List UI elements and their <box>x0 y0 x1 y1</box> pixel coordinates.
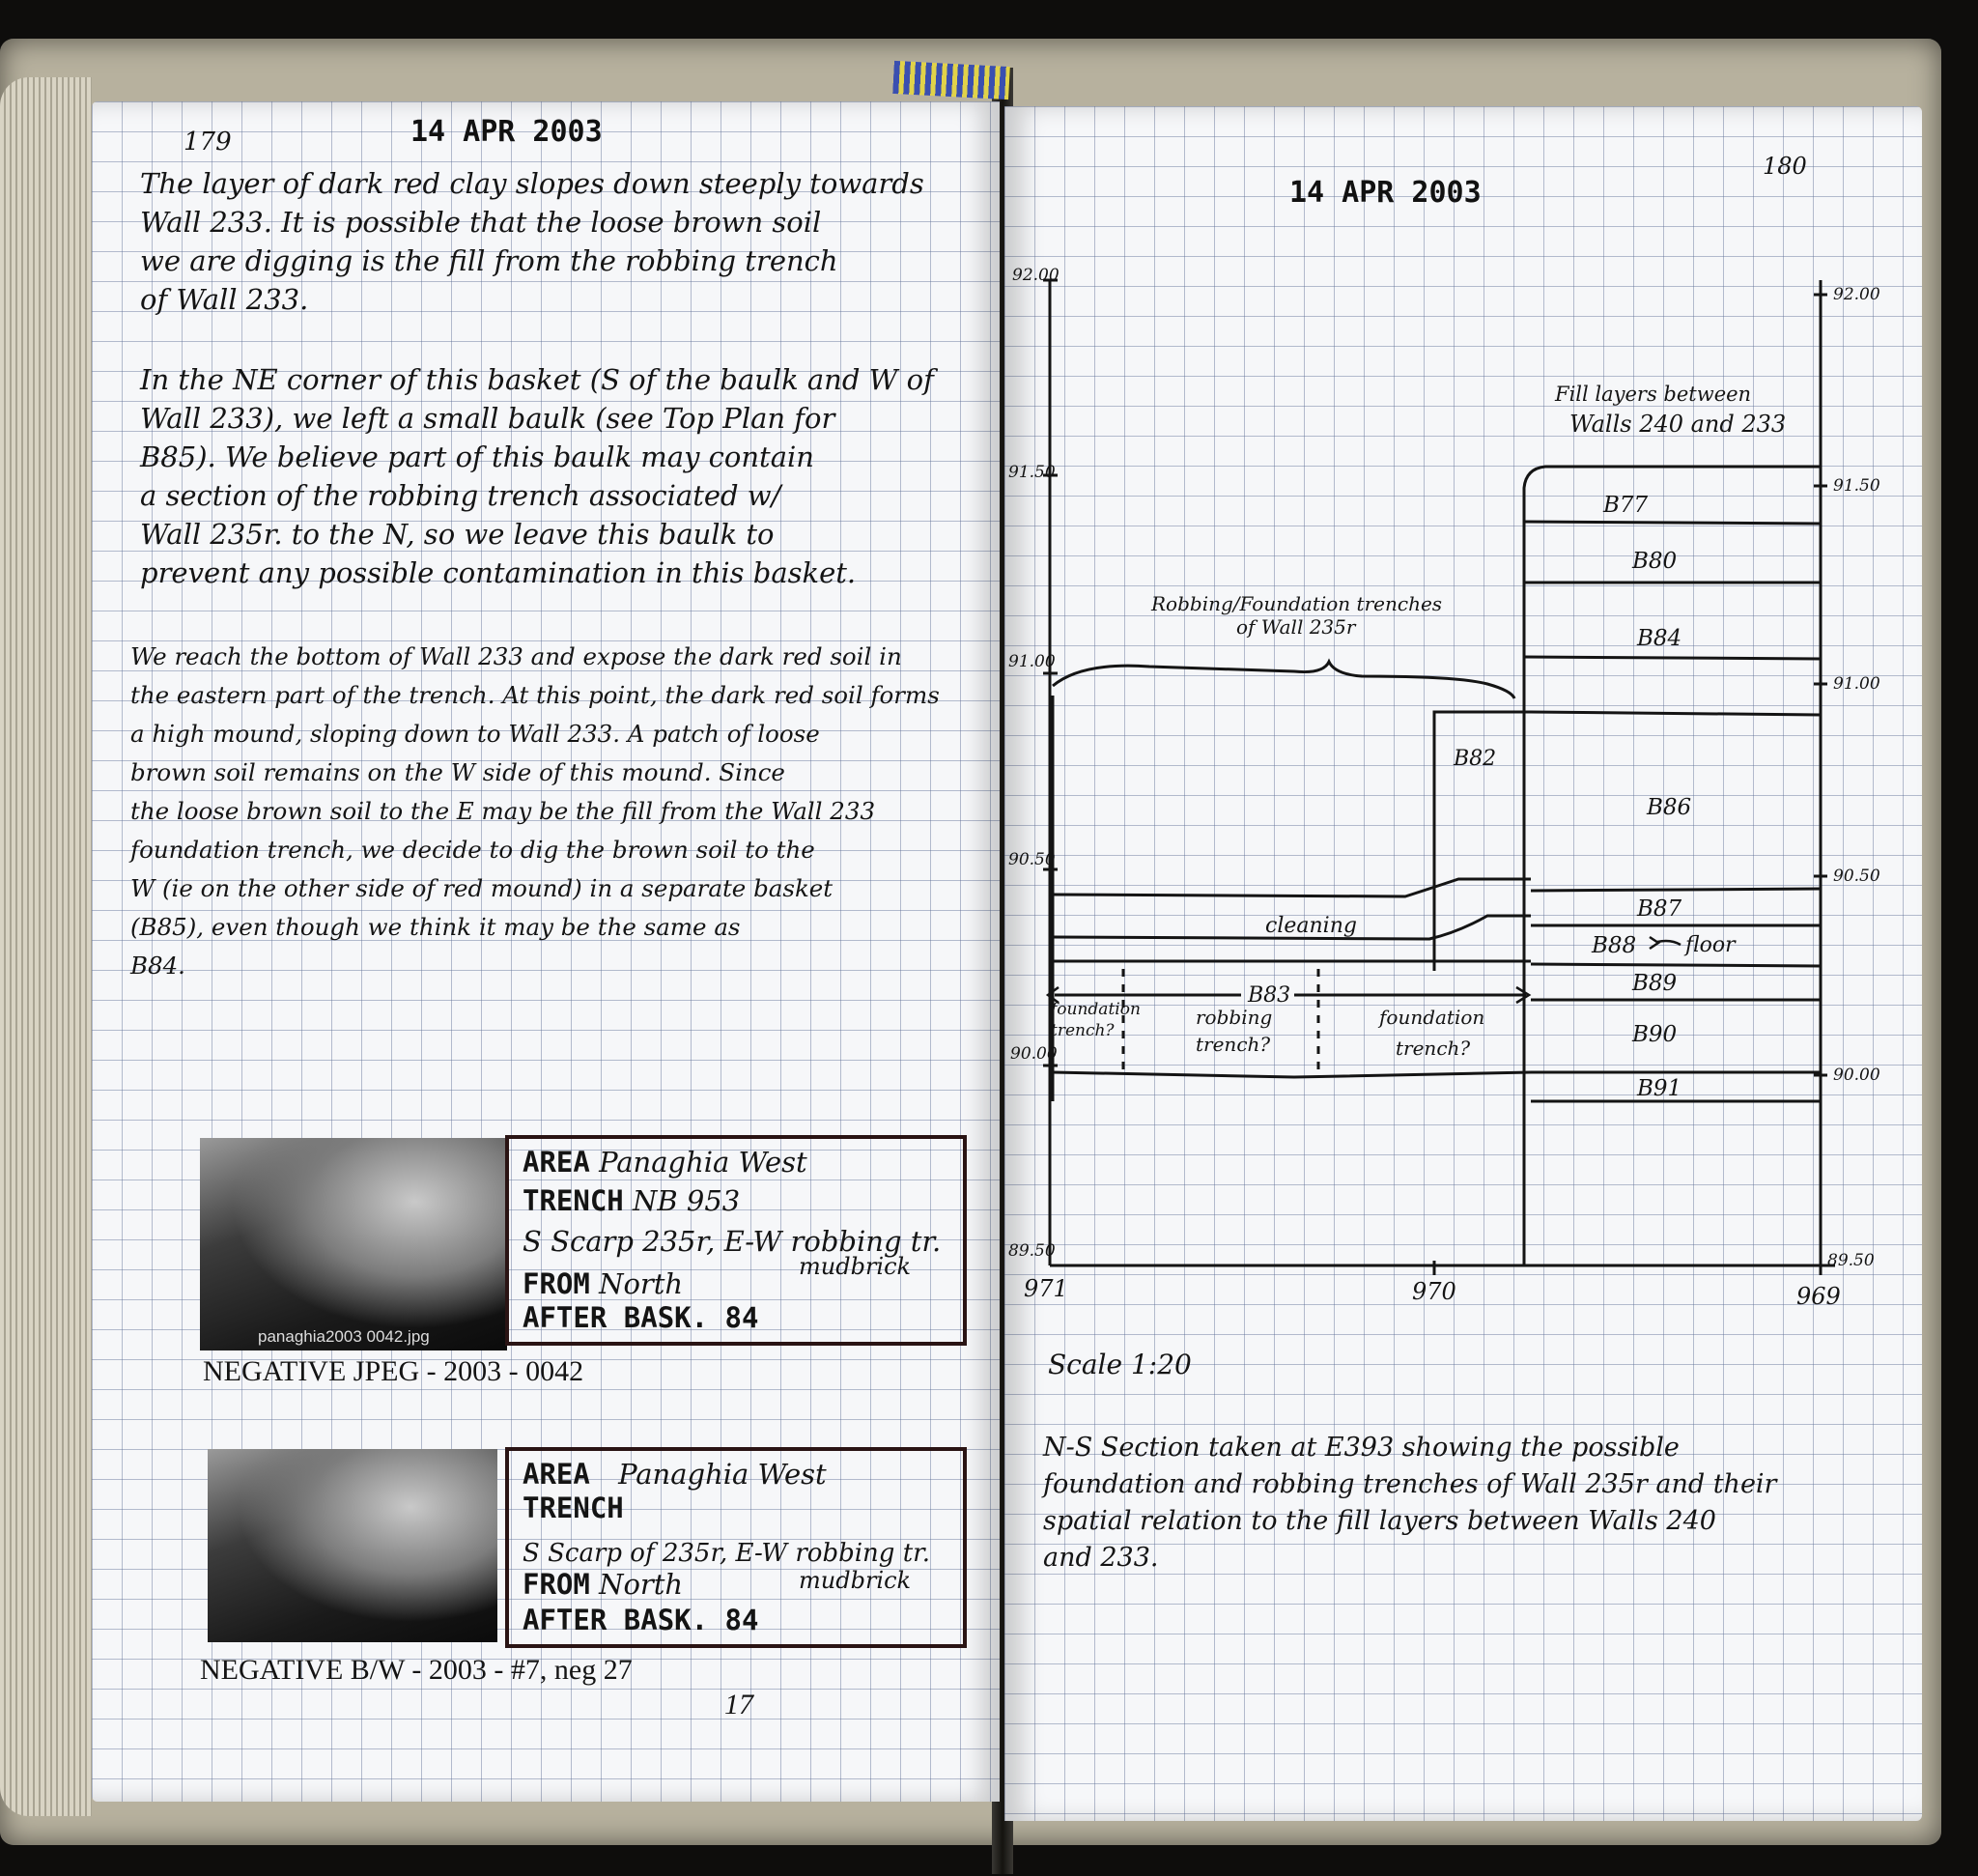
from-row <box>523 1565 683 1604</box>
text-line: (B85), even though we think it may be the same as <box>130 913 741 941</box>
layer-label: B87 <box>1637 896 1682 922</box>
paragraph-1 <box>140 164 990 319</box>
after-value: BASK. 84 <box>623 1604 759 1636</box>
page-number: 180 <box>1763 153 1807 180</box>
photo-filename: panaghia2003 0042.jpg <box>258 1327 430 1346</box>
cleaning-label: cleaning <box>1265 914 1357 938</box>
layer-label: B86 <box>1647 795 1692 820</box>
text-line: the loose brown soil to the E may be the fill from the Wall 233 <box>130 797 876 825</box>
photo-label-card <box>505 1135 967 1346</box>
negative-reference: NEGATIVE B/W - 2003 - #7, neg 27 <box>200 1654 633 1686</box>
page-number: 179 <box>184 128 232 156</box>
layer-label-b82: B82 <box>1454 747 1497 771</box>
elevation-right-91-50: 91.50 <box>1833 476 1880 496</box>
layer-label: B80 <box>1632 549 1678 574</box>
drawing-caption <box>1043 1430 1776 1577</box>
area-row <box>523 1143 807 1181</box>
text-line: we are digging is the fill from the robbing trench <box>140 244 838 277</box>
after-label: AFTER <box>523 1604 608 1636</box>
layer-label: B77 <box>1603 493 1649 518</box>
caption-line: spatial relation to the fill layers between Walls 240 <box>1043 1506 1716 1536</box>
annotation-foundation-trench: foundation <box>1051 1000 1141 1019</box>
elevation-right-91-00: 91.00 <box>1833 674 1880 694</box>
layer-label: B88 <box>1592 933 1637 958</box>
scale-note: Scale 1:20 <box>1048 1349 1192 1380</box>
after-row <box>523 1301 758 1334</box>
date-stamp: 14 APR 2003 <box>1289 176 1482 210</box>
subject-note: mudbrick <box>799 1253 912 1280</box>
subject-text: S Scarp of 235r, E-W robbing tr. <box>523 1539 930 1568</box>
area-value: Panaghia West <box>618 1458 827 1491</box>
text-line: The layer of dark red clay slopes down steeply towards <box>140 167 924 200</box>
excavation-photo <box>200 1138 507 1350</box>
excavation-photo <box>208 1449 497 1642</box>
text-line: Wall 233), we left a small baulk (see Top Plan for <box>140 402 835 435</box>
from-label: FROM <box>523 1267 590 1300</box>
text-line: B85). We believe part of this baulk may contain <box>140 441 814 473</box>
text-line: foundation trench, we decide to dig the brown soil to the <box>130 836 815 864</box>
area-label: AREA <box>523 1458 590 1491</box>
after-label: AFTER <box>523 1301 608 1334</box>
right-page <box>1004 106 1922 1821</box>
left-page <box>92 101 1000 1802</box>
photo-label-card <box>505 1447 967 1648</box>
area-label: AREA <box>523 1146 590 1179</box>
from-label: FROM <box>523 1568 590 1601</box>
negative-reference: NEGATIVE JPEG - 2003 - 0042 <box>203 1355 584 1387</box>
layer-label-b83: B83 <box>1248 983 1291 1008</box>
from-value: North <box>599 1267 684 1300</box>
elevation-left-89-50: 89.50 <box>1008 1241 1056 1261</box>
text-line: prevent any possible contamination in this basket. <box>140 556 857 589</box>
after-row <box>523 1604 758 1636</box>
elevation-right-90-00: 90.00 <box>1833 1066 1880 1085</box>
text-line: Wall 233. It is possible that the loose brown soil <box>140 206 822 239</box>
robbing-heading: of Wall 235r <box>1236 615 1356 639</box>
text-line: In the NE corner of this basket (S of the baulk and W of <box>140 363 934 396</box>
negative-correction: 17 <box>724 1689 753 1720</box>
text-line: of Wall 233. <box>140 283 309 316</box>
bookmark-ribbon <box>892 61 1010 99</box>
text-line: Wall 235r. to the N, so we leave this baulk to <box>140 518 775 551</box>
layer-label: B90 <box>1632 1022 1678 1047</box>
fill-heading: Fill layers between <box>1555 383 1752 406</box>
floor-label: floor <box>1685 933 1736 957</box>
layer-label: B91 <box>1637 1076 1682 1101</box>
layer-label: B84 <box>1637 626 1682 651</box>
annotation-foundation-trench: trench? <box>1051 1021 1115 1040</box>
annotation-robbing-trench: robbing <box>1196 1006 1273 1029</box>
text-line: the eastern part of the trench. At this point, the dark red soil forms <box>130 681 940 709</box>
elevation-left-90-00: 90.00 <box>1010 1044 1058 1064</box>
grid-label-970: 970 <box>1412 1278 1456 1305</box>
area-value: Panaghia West <box>599 1146 807 1179</box>
area-row <box>523 1455 827 1493</box>
caption-line: N-S Section taken at E393 showing the possible <box>1043 1433 1680 1463</box>
paragraph-3 <box>130 638 980 985</box>
after-value: BASK. 84 <box>623 1301 759 1334</box>
from-value: North <box>599 1568 684 1601</box>
annotation-foundation-trench: foundation <box>1379 1006 1485 1029</box>
grid-label-971: 971 <box>1024 1275 1068 1302</box>
trench-row <box>523 1181 740 1220</box>
robbing-heading: Robbing/Foundation trenches <box>1151 592 1443 615</box>
subject-text: S Scarp 235r, E-W robbing tr. <box>523 1225 942 1258</box>
text-line: W (ie on the other side of red mound) in a separate basket <box>130 874 834 902</box>
fill-heading: Walls 240 and 233 <box>1569 411 1787 438</box>
trench-label: TRENCH <box>523 1184 624 1217</box>
from-row <box>523 1265 683 1303</box>
paragraph-2 <box>140 360 990 592</box>
subject-note: mudbrick <box>799 1567 912 1594</box>
elevation-left-92-00: 92.00 <box>1012 266 1060 285</box>
date-stamp: 14 APR 2003 <box>410 115 603 149</box>
text-line: We reach the bottom of Wall 233 and expose the dark red soil in <box>130 642 902 670</box>
annotation-foundation-trench: trench? <box>1396 1037 1471 1060</box>
layer-label: B89 <box>1632 971 1678 996</box>
elevation-right-90-50: 90.50 <box>1833 867 1880 886</box>
caption-line: and 233. <box>1043 1543 1159 1573</box>
trench-label: TRENCH <box>523 1492 624 1524</box>
annotation-robbing-trench: trench? <box>1196 1033 1271 1056</box>
elevation-left-91-00: 91.00 <box>1008 652 1056 671</box>
text-line: a high mound, sloping down to Wall 233. A patch of loose <box>130 720 820 748</box>
text-line: B84. <box>130 952 185 980</box>
trench-value: NB 953 <box>632 1184 741 1217</box>
text-line: a section of the robbing trench associated w/ <box>140 479 781 512</box>
page-edges <box>0 77 92 1816</box>
text-line: brown soil remains on the W side of this mound. Since <box>130 758 785 786</box>
elevation-right-89-50: 89.50 <box>1827 1251 1875 1270</box>
caption-line: foundation and robbing trenches of Wall 235r and their <box>1043 1469 1777 1499</box>
grid-label-969: 969 <box>1796 1283 1841 1310</box>
section-drawing <box>1004 106 1922 1391</box>
elevation-left-90-50: 90.50 <box>1008 850 1056 869</box>
elevation-left-91-50: 91.50 <box>1008 463 1056 482</box>
elevation-right-92-00: 92.00 <box>1833 285 1880 304</box>
